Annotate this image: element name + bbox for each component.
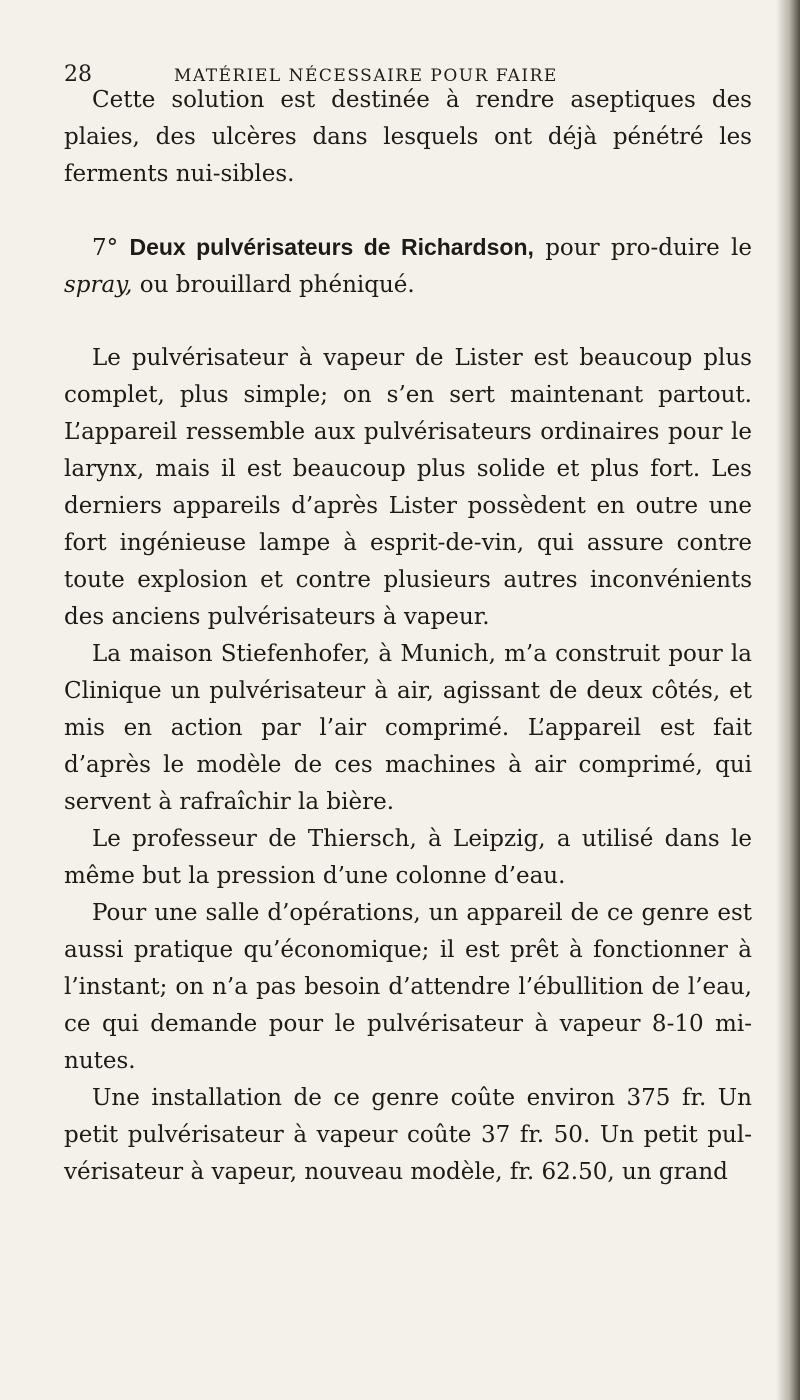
paragraph-stiefenhofer: La maison Stiefenhofer, à Munich, m’a construit pour la Clinique un pulvérisateur à air, agissant de deux côtés, et mis en action par l’air comprimé. L’appareil est fait d’après le modèle de ces machines à air comprimé, qui servent à rafraîchir la bière. — [64, 641, 752, 815]
section-text-part-2: ou brouillard phéniqué. — [132, 272, 415, 298]
body-text — [64, 82, 752, 1191]
section-italic-term: spray, — [64, 272, 133, 298]
paragraph-lister: Le pulvérisateur à vapeur de Lister est beaucoup plus complet, plus simple; on s’en sert maintenant partout. L’appareil ressemble aux pulvérisateurs ordinaires pour le larynx, mais il est beaucoup plus solide et plus fort. Les derniers appareils d’après Lister possèdent en outre une fort ingénieuse lampe à esprit-de-vin, qui assure contre toute explosion et contre plusieurs autres inconvénients des anciens pulvérisateurs à vapeur. — [64, 345, 752, 630]
paragraph-solution: Cette solution est destinée à rendre aseptiques des plaies, des ulcères dans lesquels ont déjà pénétré les ferments nui-sibles. — [64, 87, 752, 187]
section-7-heading — [64, 229, 752, 304]
paragraph-installation-cost: Une installation de ce genre coûte environ 375 fr. Un petit pulvérisateur à vapeur coûte 37 fr. 50. Un petit pul-vérisateur à vapeur, nouveau modèle, fr. 62.50, un grand — [64, 1085, 752, 1185]
page-edge-shadow — [776, 0, 800, 1400]
paragraph-salle-operations: Pour une salle d’opérations, un appareil de ce genre est aussi pratique qu’économique; il est prêt à fonctionner à l’instant; on n’a pas besoin d’attendre l’ébullition de l’eau, ce qui demande pour le pulvérisateur à vapeur 8-10 mi-nutes. — [64, 900, 752, 1074]
page-number: 28 — [64, 62, 92, 87]
section-number: 7° — [92, 235, 119, 261]
section-title: Deux pulvérisateurs de Richardson, — [129, 234, 534, 260]
section-text-part-1: pour pro-duire le — [533, 235, 753, 261]
paragraph-thiersch: Le professeur de Thiersch, à Leipzig, a utilisé dans le même but la pression d’une colonne d’eau. — [64, 826, 752, 889]
running-title: MATÉRIEL NÉCESSAIRE POUR FAIRE — [174, 66, 558, 86]
